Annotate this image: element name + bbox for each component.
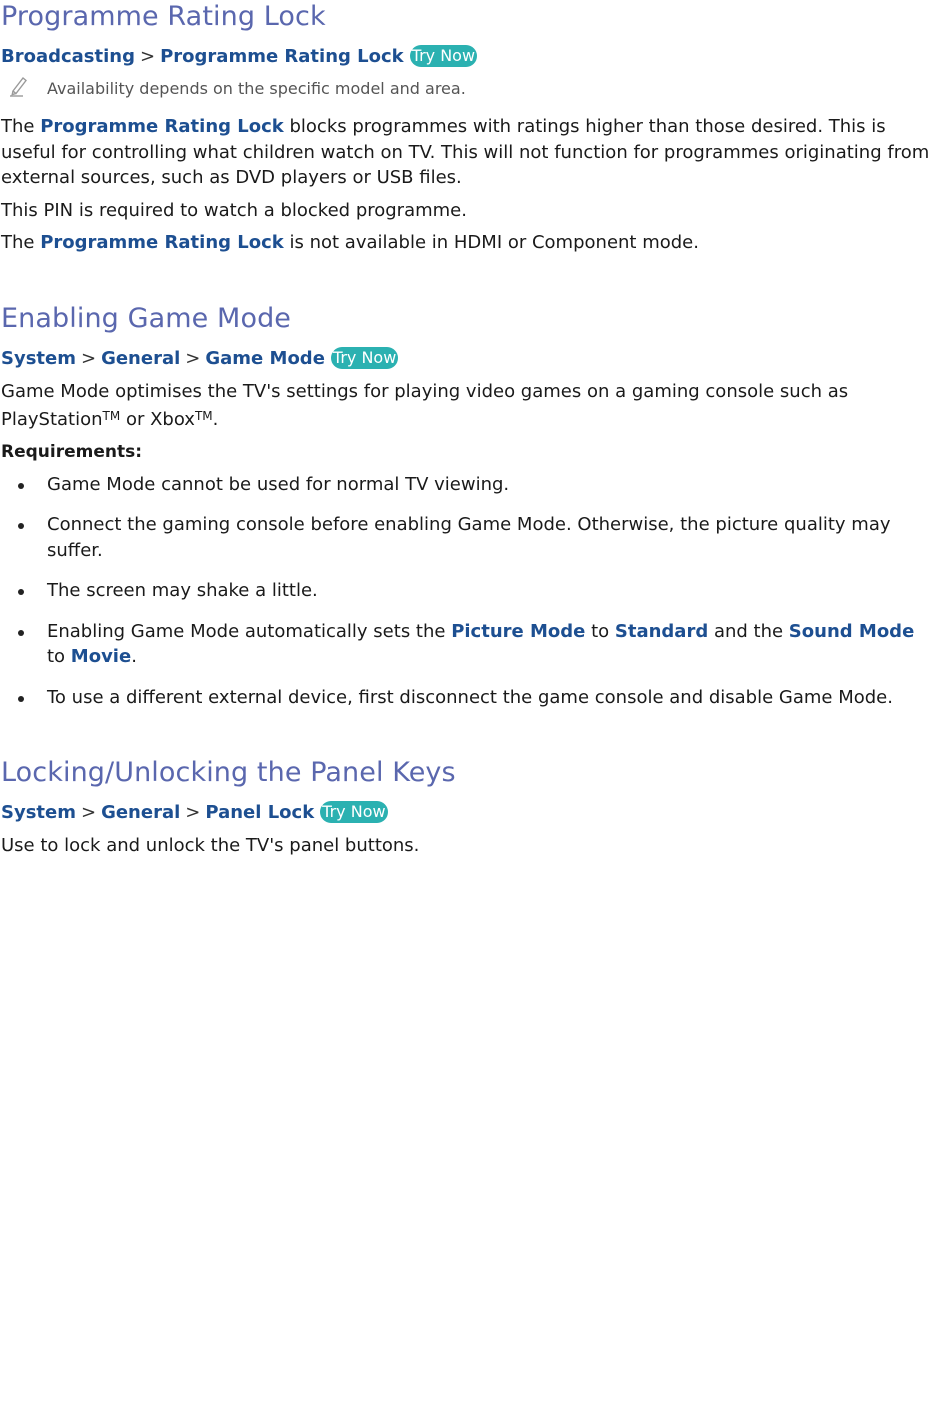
text: or Xbox	[120, 409, 195, 430]
text: Enabling Game Mode automatically sets the	[47, 620, 452, 642]
paragraph-not-available	[1, 230, 931, 256]
section-title-game-mode: Enabling Game Mode	[1, 302, 292, 334]
text: to	[585, 620, 615, 642]
text: The	[1, 232, 41, 253]
list-item	[1, 685, 931, 711]
highlight-movie: Movie	[70, 646, 132, 667]
trademark-mark: TM	[102, 409, 121, 423]
trademark-mark: TM	[194, 409, 213, 423]
text: blocks programmes with ratings higher than those desired. This is useful for controlling what children watch on TV. This will not function for programmes originating from external sources, such as DVD players or USB files.	[1, 116, 930, 188]
try-now-button[interactable]: Try Now	[411, 46, 476, 65]
highlight-picture-mode: Picture Mode	[451, 620, 586, 642]
bullet	[18, 523, 24, 529]
availability-note	[1, 78, 931, 100]
pencil-icon	[9, 75, 29, 97]
path-item-panel-lock[interactable]: Panel Lock	[205, 802, 315, 823]
menu-path-programme-rating-lock	[1, 45, 931, 69]
paragraph-rating-lock-description	[1, 114, 931, 191]
path-separator: >	[80, 802, 97, 823]
try-now-button[interactable]: Try Now	[332, 347, 397, 367]
text: .	[131, 646, 137, 667]
highlight-programme-rating-lock: Programme Rating Lock	[40, 116, 284, 137]
text: Game Mode cannot be used for normal TV viewing.	[47, 473, 510, 495]
list-item	[1, 512, 931, 563]
note-text: Availability depends on the specific model and area.	[47, 79, 466, 98]
text: Connect the gaming console before enabling Game Mode. Otherwise, the picture quality may suffer.	[47, 514, 891, 561]
requirements-heading: Requirements:	[1, 441, 143, 462]
try-now-button[interactable]: Try Now	[322, 802, 386, 821]
bullet	[18, 696, 24, 702]
text: Game Mode optimises the TV's settings for playing video games on a gaming console such as PlayStation	[1, 380, 849, 430]
text: is not available in HDMI or Component mode.	[283, 232, 699, 253]
list-item	[1, 619, 931, 670]
path-item-system[interactable]: System	[1, 802, 76, 823]
path-item-general[interactable]: General	[101, 347, 181, 369]
highlight-programme-rating-lock: Programme Rating Lock	[40, 232, 284, 253]
bullet	[18, 589, 24, 595]
text: The	[1, 116, 41, 137]
paragraph-panel-lock-description: Use to lock and unlock the TV's panel buttons.	[1, 835, 420, 856]
text: to	[47, 646, 71, 667]
highlight-standard: Standard	[614, 620, 709, 642]
path-separator: >	[185, 347, 201, 369]
path-item-programme-rating-lock[interactable]: Programme Rating Lock	[160, 46, 404, 67]
paragraph-pin-required: This PIN is required to watch a blocked programme.	[1, 199, 467, 221]
text: The screen may shake a little.	[47, 580, 318, 601]
menu-path-game-mode	[1, 347, 931, 371]
path-item-system[interactable]: System	[1, 347, 76, 369]
text: .	[212, 409, 219, 430]
list-item	[1, 578, 931, 604]
list-item	[1, 472, 931, 498]
bullet	[18, 630, 24, 636]
path-separator: >	[80, 347, 97, 369]
section-title-programme-rating-lock: Programme Rating Lock	[1, 1, 326, 32]
path-separator: >	[185, 802, 201, 823]
manual-page	[1, 0, 931, 859]
highlight-sound-mode: Sound Mode	[788, 620, 915, 642]
text: To use a different external device, first disconnect the game console and disable Game Mode.	[47, 686, 893, 708]
path-item-general[interactable]: General	[101, 802, 181, 823]
path-separator: >	[140, 46, 156, 67]
section-title-panel-keys: Locking/Unlocking the Panel Keys	[1, 757, 456, 788]
text: and the	[708, 620, 789, 642]
bullet	[18, 483, 24, 489]
paragraph-game-mode-description	[1, 379, 931, 433]
requirements-list	[1, 472, 931, 711]
path-item-broadcasting[interactable]: Broadcasting	[1, 46, 135, 67]
menu-path-panel-lock	[1, 801, 931, 825]
path-item-game-mode[interactable]: Game Mode	[205, 347, 325, 369]
